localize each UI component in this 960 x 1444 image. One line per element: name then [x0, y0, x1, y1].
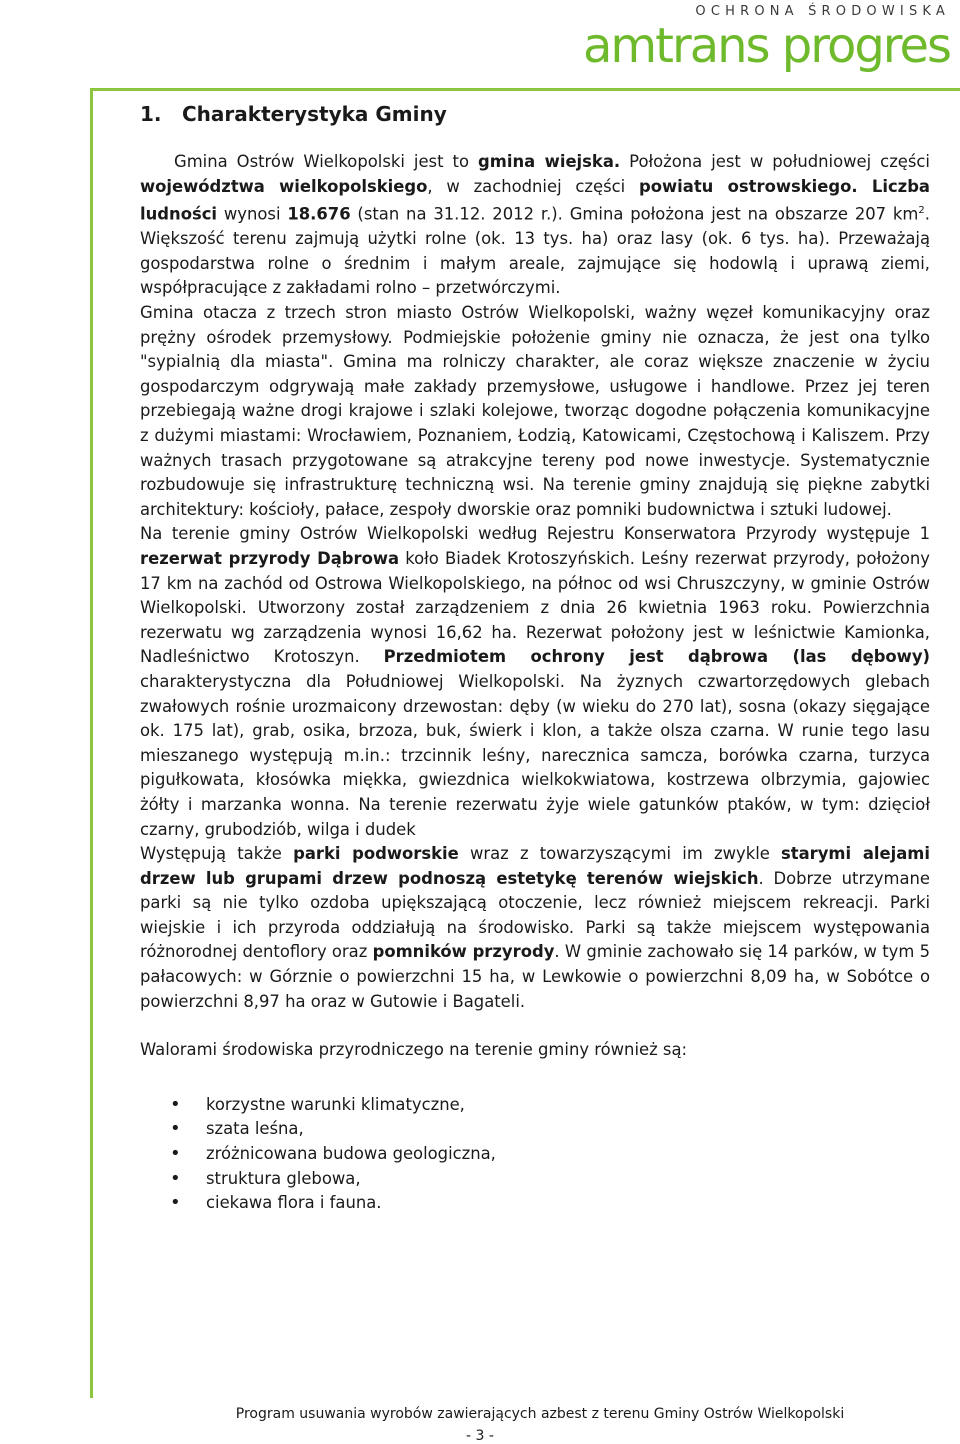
bold-text-run: gmina wiejska. — [478, 152, 621, 171]
text-run: koło Biadek Krotoszyńskich. Leśny rezerwat przyrody, położony 17 km na zachód od Ostrowa Wielkopolskiego, na północ od wsi Chruszczyny, w gminie Ostrów Wielkopolski. Utworzony został zarządzeniem z dnia 26 kwietnia 1963 roku. Powierzchnia rezerwatu wg zarządzenia wynosi 16,62 ha. Rezerwat położony jest w leśnictwie Kamionka, Nadleśnictwo Krotoszyn. — [140, 548, 930, 667]
bold-text-run: pomników przyrody — [372, 942, 555, 962]
values-list — [140, 1093, 930, 1216]
list-item: • korzystne warunki klimatyczne, — [206, 1093, 930, 1118]
text-run: Gmina Ostrów Wielkopolski jest to — [174, 152, 479, 171]
bold-text-run: Przedmiotem ochrony jest dąbrowa (las dębowy) — [383, 647, 931, 667]
text-run: Gmina otacza z trzech stron miasto Ostrów Wielkopolski, ważny węzeł komunikacyjny oraz prężny ośrodek przemysłowy. Podmiejskie położenie gminy nie oznacza, że jest ona tylko "sypialnią dla miasta". Gmina ma rolniczy charakter, ale coraz większe znaczenie w życiu gospodarczym odgrywają małe zakłady przemysłowe, usługowe i handlowe. Przez jej teren przebiegają ważne drogi krajowe i szlaki kolejowe, tworząc dogodne połączenia komunikacyjne z dużymi miastami: Wrocławiem, Poznaniem, Łodzią, Katowicami, Częstochową i Kaliszem. Przy ważnych trasach przygotowane są atrakcyjne tereny pod nowe inwestycje. Systematycznie rozbudowuje się infrastrukturę techniczną wsi. Na terenie gminy znajdują się piękne zabytki architektury: kościoły, pałace, zespoły dworskie oraz pomniki budownictwa i sztuki ludowej. — [140, 303, 930, 519]
page-content — [140, 100, 930, 1216]
page-number: - 3 - — [466, 1428, 494, 1444]
list-item: • szata leśna, — [206, 1117, 930, 1142]
bold-text-run: starymi alejami drzew lub grupami drzew podnoszą estetykę terenów wiejskich — [140, 844, 930, 888]
text-run: 2 — [918, 205, 925, 217]
text-run: Położona jest w południowej części — [620, 152, 930, 171]
text-run: , w zachodniej części — [427, 176, 640, 196]
list-item: • ciekawa flora i fauna. — [206, 1191, 930, 1216]
text-run: . Dobrze utrzymane parki są nie tylko ozdoba upiększającą otoczenie, lecz również miejscem rekreacji. Parki wiejskie i ich przyroda oddziałują na środowisko. Parki są także miejscem występowania różnorodnej dentoflory oraz — [140, 868, 930, 962]
text-run: . Większość terenu zajmują użytki rolne (ok. 13 tys. ha) oraz lasy (ok. 6 tys. ha). Przeważają gospodarstwa rolne o średnim i małym areale, zajmujące się hodowlą i uprawą ziemi, współpracujące z zakładami rolno – przetwórczymi. — [140, 204, 930, 298]
frame-left-line — [90, 88, 93, 1398]
list-item: • zróżnicowana budowa geologiczna, — [206, 1142, 930, 1167]
text-run: Na terenie gminy Ostrów Wielkopolski według Rejestru Konserwatora Przyrody występuje 1 — [140, 524, 930, 544]
frame-top-line — [90, 88, 960, 91]
logo-tagline: OCHRONA ŚRODOWISKA — [695, 4, 950, 19]
paragraph-3 — [140, 522, 930, 842]
bold-text-run: rezerwat przyrody Dąbrowa — [140, 548, 400, 568]
text-run: Występują także — [140, 844, 294, 864]
bold-text-run: 18.676 — [287, 204, 351, 224]
text-run: wynosi — [217, 204, 288, 224]
section-number: 1. — [140, 102, 162, 126]
text-run: wraz z towarzyszącymi im zwykle — [458, 844, 782, 864]
company-logo — [582, 4, 950, 74]
values-intro: Walorami środowiska przyrodniczego na terenie gminy również są: — [140, 1040, 688, 1060]
paragraph-2 — [140, 301, 930, 522]
paragraph-4 — [140, 842, 930, 1014]
section-title: Charakterystyka Gminy — [182, 102, 447, 126]
bold-text-run: województwa wielkopolskiego — [140, 176, 428, 196]
logo-name: amtrans progres — [582, 18, 950, 74]
list-item: • struktura glebowa, — [206, 1167, 930, 1192]
footer-text: Program usuwania wyrobów zawierających azbest z terenu Gminy Ostrów Wielkopolski — [235, 1406, 845, 1422]
text-run: . W gminie zachowało się 14 parków, w tym 5 pałacowych: w Górznie o powierzchni 15 ha, w Lewkowie o powierzchni 8,09 ha, w Sobótce o powierzchni 8,97 ha oraz w Gutowie i Bagateli. — [140, 942, 930, 1011]
bold-text-run: parki podworskie — [293, 844, 459, 864]
paragraph-1 — [140, 150, 930, 301]
section-heading — [140, 100, 930, 128]
text-run: (stan na 31.12. 2012 r.). Gmina położona jest na obszarze 207 km — [350, 204, 919, 224]
bold-text-run: powiatu ostrowskiego. Liczba ludności — [140, 176, 930, 224]
text-run: charakterystyczna dla Południowej Wielkopolski. Na żyznych czwartorzędowych glebach zwałowych rośnie urozmaicony drzewostan: dęby (w wieku do 270 lat), sosna (okazy sięgające ok. 175 lat), grab, osika, brzoza, buk, świerk i klon, a także olsza czarna. W runie tego lasu mieszanego występują m.in.: trzcinnik leśny, narecznica samcza, borówka czarna, turzyca pigułkowata, kłosówka miękka, gwiezdnica wielkokwiatowa, kostrzewa olbrzymia, gajowiec żółty i marzanka wonna. Na terenie rezerwatu żyje wiele gatunków ptaków, w tym: dzięcioł czarny, grubodziób, wilga i dudek — [140, 671, 930, 839]
